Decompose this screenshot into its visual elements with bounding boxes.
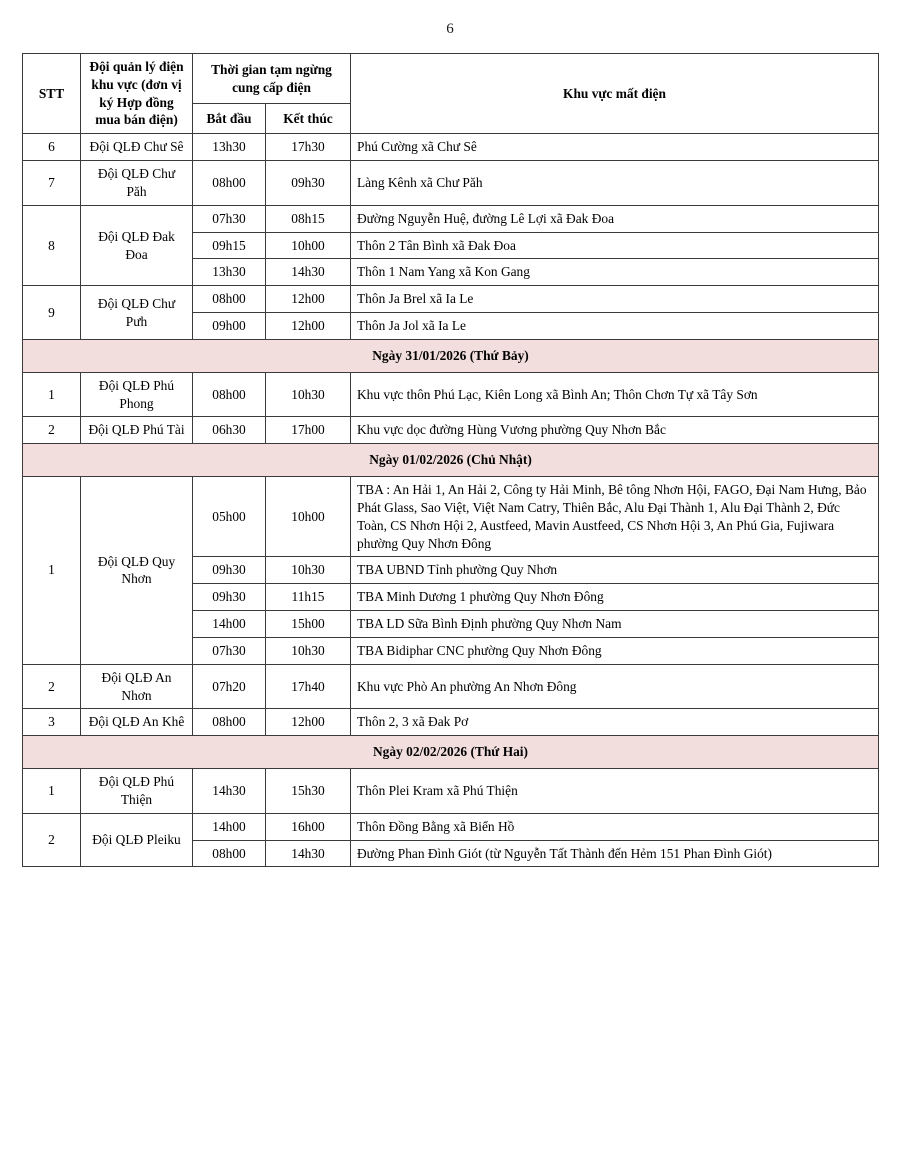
cell-start-time: 05h00 xyxy=(193,477,266,557)
table-row xyxy=(23,769,879,814)
column-header-time-group: Thời gian tạm ngừng cung cấp điện xyxy=(193,54,351,104)
cell-outage-area: Thôn 1 Nam Yang xã Kon Gang xyxy=(351,259,879,286)
cell-start-time: 13h30 xyxy=(193,259,266,286)
cell-outage-area: Thôn 2, 3 xã Đak Pơ xyxy=(351,709,879,736)
cell-stt: 6 xyxy=(23,134,81,161)
cell-stt: 3 xyxy=(23,709,81,736)
cell-start-time: 07h30 xyxy=(193,205,266,232)
cell-team: Đội QLĐ Phú Phong xyxy=(81,372,193,417)
cell-team: Đội QLĐ Chư Pưh xyxy=(81,286,193,340)
cell-end-time: 08h15 xyxy=(266,205,351,232)
cell-end-time: 17h00 xyxy=(266,417,351,444)
cell-outage-area: Thôn Ja Brel xã Ia Le xyxy=(351,286,879,313)
table-row xyxy=(23,417,879,444)
cell-start-time: 14h00 xyxy=(193,813,266,840)
section-date-label: Ngày 31/01/2026 (Thứ Bảy) xyxy=(23,339,879,372)
cell-start-time: 07h20 xyxy=(193,664,266,709)
cell-team: Đội QLĐ An Nhơn xyxy=(81,664,193,709)
cell-outage-area: Khu vực thôn Phú Lạc, Kiên Long xã Bình An; Thôn Chơn Tự xã Tây Sơn xyxy=(351,372,879,417)
table-row xyxy=(23,161,879,206)
column-header-area: Khu vực mất điện xyxy=(351,54,879,134)
section-date-label: Ngày 02/02/2026 (Thứ Hai) xyxy=(23,736,879,769)
cell-end-time: 11h15 xyxy=(266,584,351,611)
cell-end-time: 12h00 xyxy=(266,709,351,736)
cell-start-time: 07h30 xyxy=(193,637,266,664)
column-header-start: Bắt đầu xyxy=(193,104,266,134)
cell-end-time: 17h30 xyxy=(266,134,351,161)
section-header-row xyxy=(23,444,879,477)
cell-outage-area: Làng Kênh xã Chư Păh xyxy=(351,161,879,206)
cell-outage-area: TBA UBND Tỉnh phường Quy Nhơn xyxy=(351,557,879,584)
cell-end-time: 12h00 xyxy=(266,313,351,340)
section-date-label: Ngày 01/02/2026 (Chủ Nhật) xyxy=(23,444,879,477)
cell-outage-area: Khu vực Phò An phường An Nhơn Đông xyxy=(351,664,879,709)
cell-team: Đội QLĐ Đak Đoa xyxy=(81,205,193,285)
cell-team: Đội QLĐ Chư Păh xyxy=(81,161,193,206)
table-row xyxy=(23,205,879,232)
cell-start-time: 09h15 xyxy=(193,232,266,259)
section-header-row xyxy=(23,736,879,769)
cell-stt: 1 xyxy=(23,769,81,814)
cell-end-time: 10h30 xyxy=(266,557,351,584)
cell-team: Đội QLĐ Phú Thiện xyxy=(81,769,193,814)
cell-end-time: 15h30 xyxy=(266,769,351,814)
cell-start-time: 14h00 xyxy=(193,611,266,638)
cell-stt: 2 xyxy=(23,417,81,444)
page-number: 6 xyxy=(446,21,454,37)
table-body xyxy=(23,134,879,867)
table-container xyxy=(0,53,900,867)
cell-team: Đội QLĐ Phú Tài xyxy=(81,417,193,444)
cell-stt: 9 xyxy=(23,286,81,340)
header-row-1 xyxy=(23,54,879,104)
section-header-row xyxy=(23,339,879,372)
table-row xyxy=(23,664,879,709)
column-header-end: Kết thúc xyxy=(266,104,351,134)
table-row xyxy=(23,709,879,736)
column-header-stt: STT xyxy=(23,54,81,134)
table-row xyxy=(23,813,879,840)
cell-stt: 7 xyxy=(23,161,81,206)
cell-team: Đội QLĐ Pleiku xyxy=(81,813,193,867)
cell-outage-area: TBA : An Hải 1, An Hải 2, Công ty Hải Minh, Bê tông Nhơn Hội, FAGO, Đại Nam Hưng, Bảo Phát Glass, Sao Việt, Việt Nam Catry, Thiên Bắc, Alu Đại Thành 1, Alu Đại Thành 2, Đức Toàn, CS Nhơn Hội 2, Austfeed, Mavin Austfeed, CS Nhơn Hội 3, An Phú Gia, Fujiwara phường Quy Nhơn Đông xyxy=(351,477,879,557)
cell-start-time: 09h00 xyxy=(193,313,266,340)
table-row xyxy=(23,134,879,161)
cell-end-time: 09h30 xyxy=(266,161,351,206)
cell-outage-area: TBA LD Sữa Bình Định phường Quy Nhơn Nam xyxy=(351,611,879,638)
cell-stt: 1 xyxy=(23,477,81,665)
cell-end-time: 10h00 xyxy=(266,232,351,259)
cell-end-time: 15h00 xyxy=(266,611,351,638)
table-header xyxy=(23,54,879,134)
cell-stt: 2 xyxy=(23,813,81,867)
cell-outage-area: Đường Phan Đình Giót (từ Nguyễn Tất Thành đến Hẻm 151 Phan Đình Giót) xyxy=(351,840,879,867)
table-row xyxy=(23,477,879,557)
cell-start-time: 06h30 xyxy=(193,417,266,444)
cell-start-time: 08h00 xyxy=(193,286,266,313)
cell-end-time: 10h00 xyxy=(266,477,351,557)
cell-start-time: 09h30 xyxy=(193,557,266,584)
cell-end-time: 10h30 xyxy=(266,372,351,417)
cell-team: Đội QLĐ An Khê xyxy=(81,709,193,736)
cell-start-time: 14h30 xyxy=(193,769,266,814)
cell-end-time: 14h30 xyxy=(266,259,351,286)
cell-end-time: 16h00 xyxy=(266,813,351,840)
table-row xyxy=(23,372,879,417)
cell-outage-area: Thôn Đồng Bằng xã Biển Hồ xyxy=(351,813,879,840)
cell-outage-area: Thôn Plei Kram xã Phú Thiện xyxy=(351,769,879,814)
cell-start-time: 08h00 xyxy=(193,372,266,417)
cell-outage-area: Thôn 2 Tân Bình xã Đak Đoa xyxy=(351,232,879,259)
cell-start-time: 08h00 xyxy=(193,161,266,206)
cell-start-time: 13h30 xyxy=(193,134,266,161)
column-header-team: Đội quản lý điện khu vực (đơn vị ký Hợp đồng mua bán điện) xyxy=(81,54,193,134)
cell-end-time: 12h00 xyxy=(266,286,351,313)
table-row xyxy=(23,286,879,313)
cell-outage-area: Đường Nguyễn Huệ, đường Lê Lợi xã Đak Đoa xyxy=(351,205,879,232)
cell-end-time: 14h30 xyxy=(266,840,351,867)
cell-start-time: 09h30 xyxy=(193,584,266,611)
cell-outage-area: Thôn Ja Jol xã Ia Le xyxy=(351,313,879,340)
cell-start-time: 08h00 xyxy=(193,709,266,736)
cell-outage-area: Khu vực dọc đường Hùng Vương phường Quy Nhơn Bắc xyxy=(351,417,879,444)
cell-outage-area: Phú Cường xã Chư Sê xyxy=(351,134,879,161)
cell-start-time: 08h00 xyxy=(193,840,266,867)
cell-outage-area: TBA Bidiphar CNC phường Quy Nhơn Đông xyxy=(351,637,879,664)
cell-stt: 2 xyxy=(23,664,81,709)
power-outage-schedule-table xyxy=(22,53,879,867)
cell-end-time: 10h30 xyxy=(266,637,351,664)
cell-stt: 8 xyxy=(23,205,81,285)
cell-team: Đội QLĐ Quy Nhơn xyxy=(81,477,193,665)
cell-stt: 1 xyxy=(23,372,81,417)
cell-end-time: 17h40 xyxy=(266,664,351,709)
cell-team: Đội QLĐ Chư Sê xyxy=(81,134,193,161)
cell-outage-area: TBA Minh Dương 1 phường Quy Nhơn Đông xyxy=(351,584,879,611)
